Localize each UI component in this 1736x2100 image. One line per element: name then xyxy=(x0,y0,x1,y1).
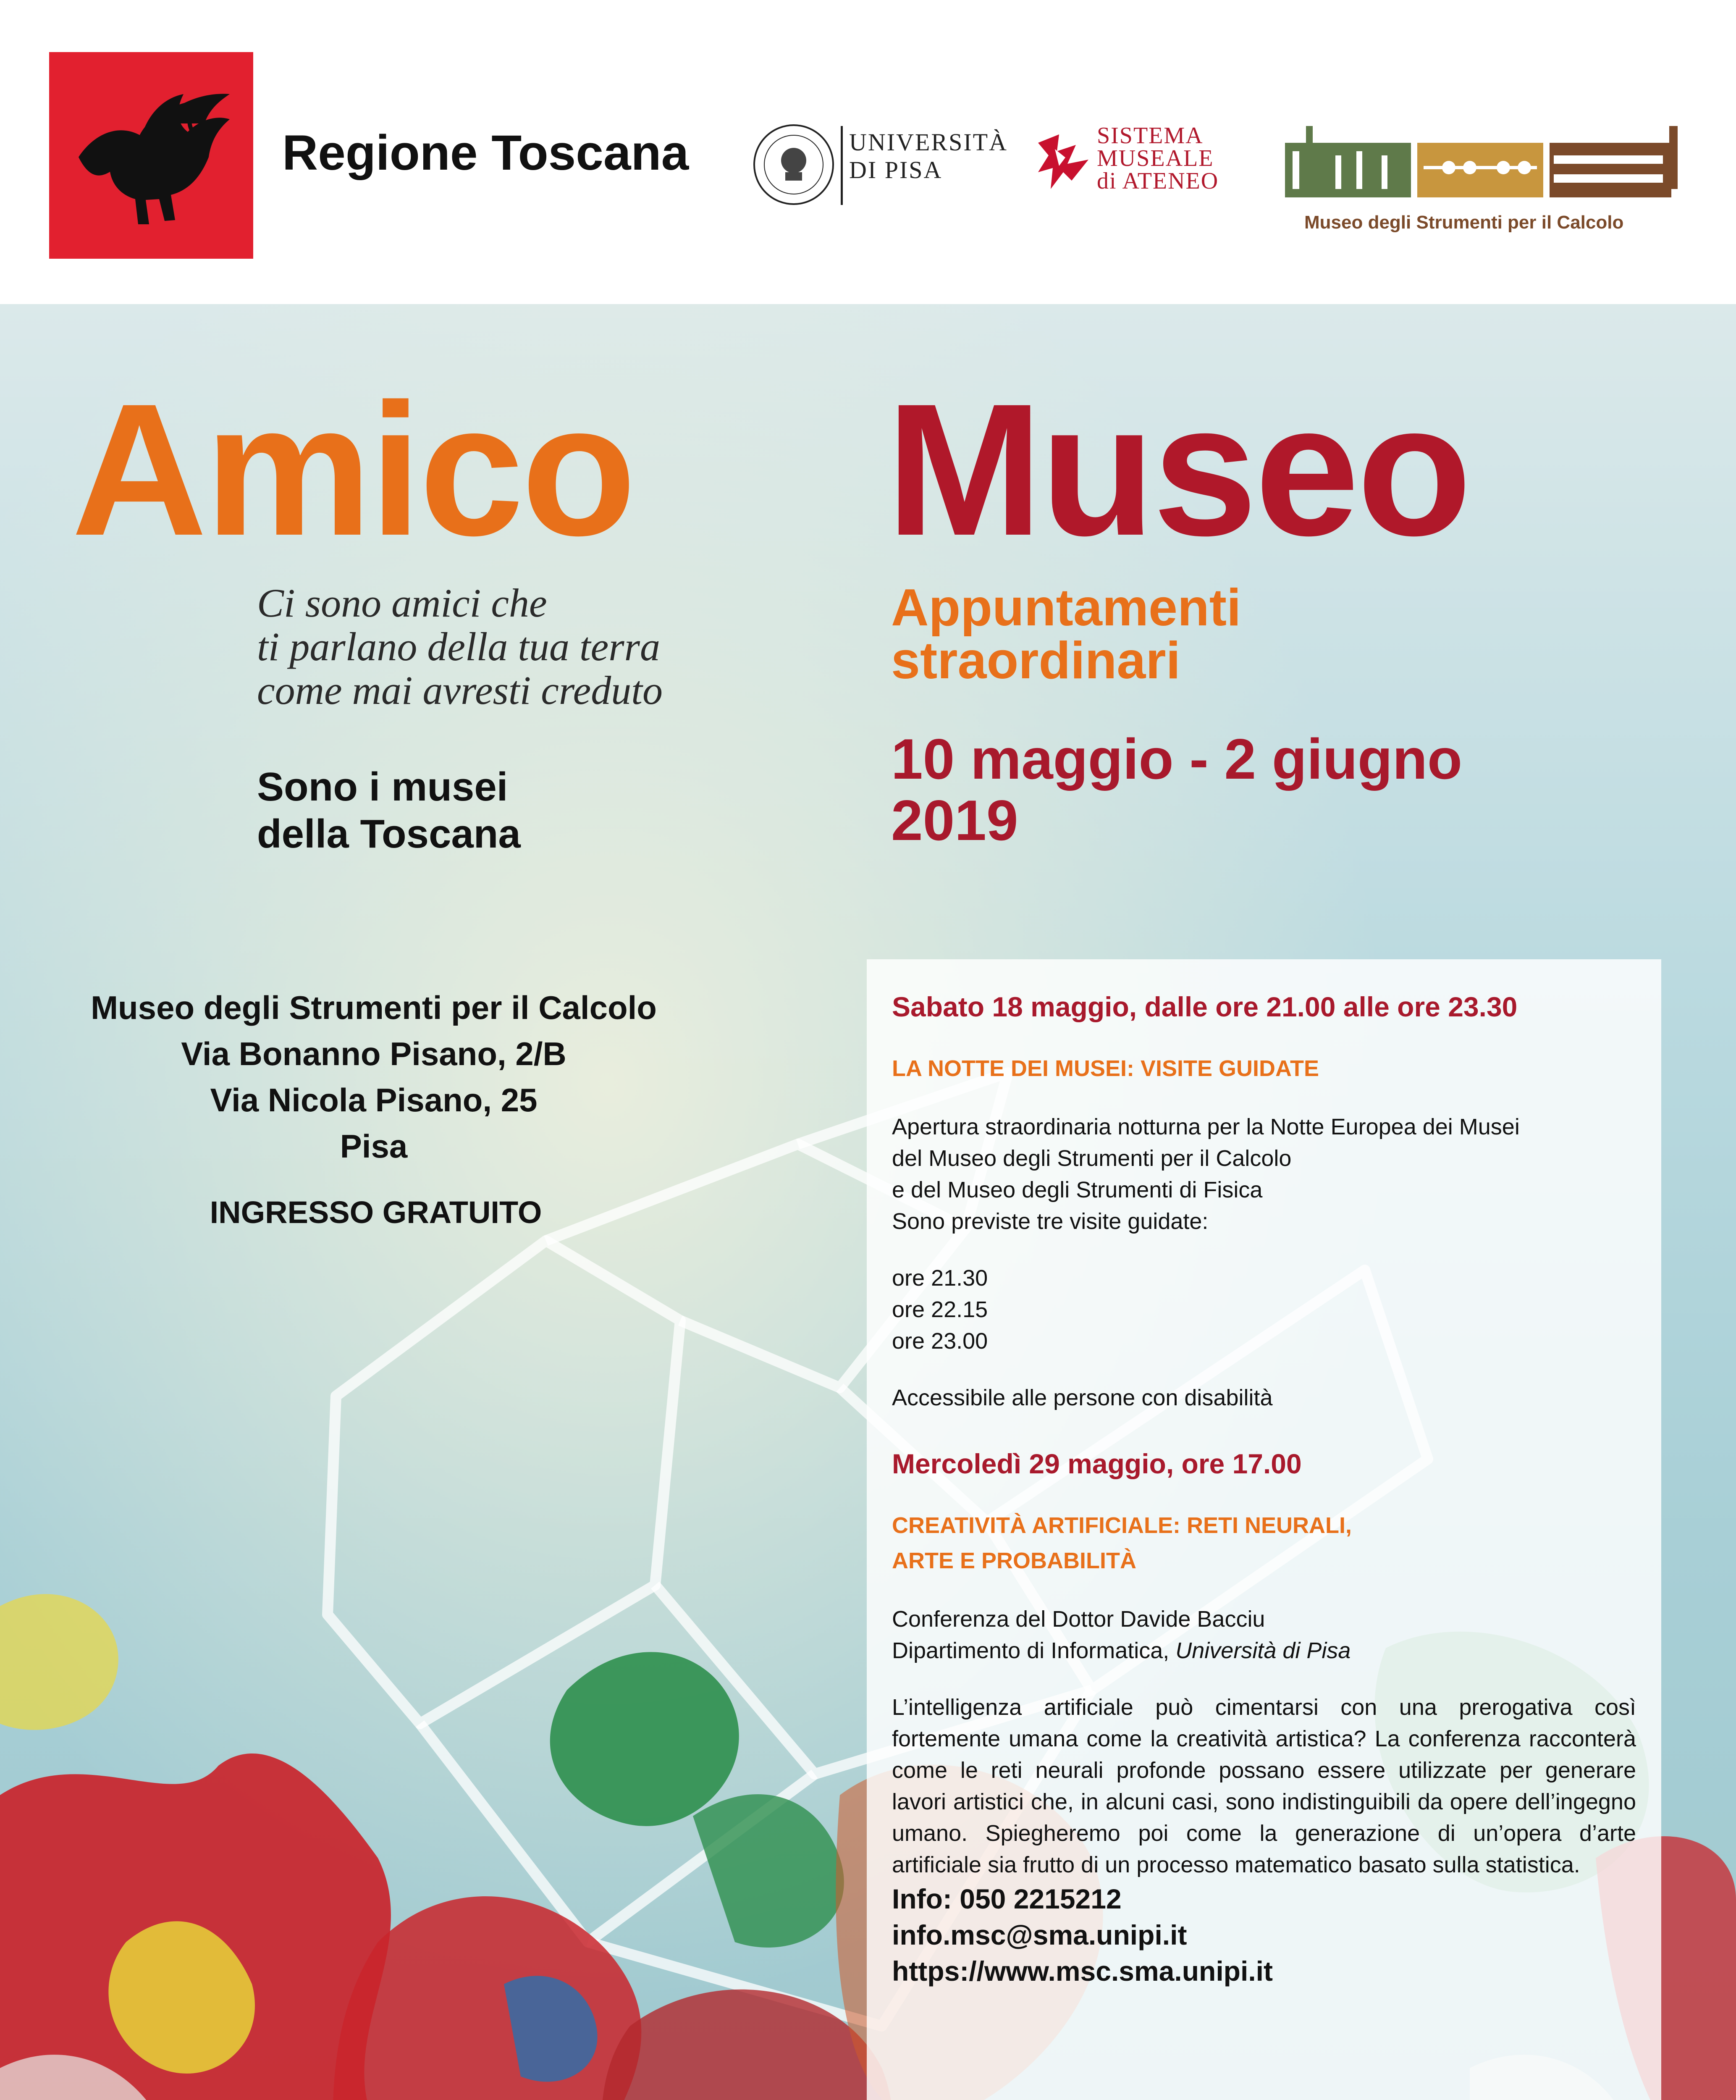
info-email[interactable]: info.msc@sma.unipi.it xyxy=(892,1919,1187,1950)
event-2-date: Mercoledì 29 maggio, ore 17.00 xyxy=(892,1448,1302,1479)
address-city: Pisa xyxy=(340,1128,408,1165)
address-line: Via Nicola Pisano, 25 xyxy=(210,1082,538,1118)
events-panel xyxy=(867,959,1661,2100)
sistema-museale-mark-icon xyxy=(1034,126,1093,193)
poster-subtitle: Appuntamenti straordinari xyxy=(891,579,1241,690)
museum-logo-icon xyxy=(1285,126,1678,197)
event-2-speaker: Conferenza del Dottor Davide Bacciu Dipartimento di Informatica, Università di Pisa xyxy=(892,1606,1351,1663)
free-entry-label: INGRESSO GRATUITO xyxy=(210,1195,542,1230)
event-2-abstract: L’intelligenza artificiale può cimentarsi con una prerogativa così fortemente umana come la creatività artistica? La conferenza racconterà come le reti neurali profonde possano essere utilizzate per generare lavori artistici che, in alcuni casi, sono indistinguibili da opere dell’ingegno umano. Spiegheremo poi come la generazione di un’opera d’arte artificiale sia frutto di un processo matematico basato sulla statistica. xyxy=(892,1695,1636,1877)
tagline-line: ti parlano della tua terra xyxy=(257,624,660,669)
event-1-accessibility-note: Accessibile alle persone con disabilità xyxy=(892,1385,1273,1410)
info-website[interactable]: https://www.msc.sma.unipi.it xyxy=(892,1956,1273,1987)
tour-time: ore 23.00 xyxy=(892,1328,988,1354)
regione-toscana-logo xyxy=(49,52,253,259)
title-museo: Museo xyxy=(886,364,1469,575)
event-1-times xyxy=(892,1263,1636,1357)
university-name: UNIVERSITÀ DI PISA xyxy=(849,129,1008,184)
sistema-museale-name: SISTEMA MUSEALE di ATENEO xyxy=(1097,123,1219,194)
tour-time: ore 21.30 xyxy=(892,1265,988,1291)
event-1-date: Sabato 18 maggio, dalle ore 21.00 alle ore 23.30 xyxy=(892,991,1518,1022)
event-dates: 10 maggio - 2 giugno 2019 xyxy=(891,727,1463,852)
event-2-title: CREATIVITÀ ARTIFICIALE: RETI NEURALI, ARTE E PROBABILITÀ xyxy=(892,1513,1352,1573)
info-phone: Info: 050 2215212 xyxy=(892,1883,1122,1914)
header xyxy=(0,0,1736,304)
tagline-line: Ci sono amici che xyxy=(257,580,547,625)
poster-main xyxy=(0,304,1736,2100)
university-seal-icon xyxy=(752,123,836,207)
tour-time: ore 22.15 xyxy=(892,1297,988,1322)
address-museum-name: Museo degli Strumenti per il Calcolo xyxy=(91,989,657,1026)
region-name: Regione Toscana xyxy=(282,125,689,181)
event-1-description: Apertura straordinaria notturna per la Notte Europea dei Musei del Museo degli Strumenti per il Calcolo e del Museo degli Strumenti di Fisica Sono previste tre visite guidate: xyxy=(892,1114,1520,1234)
museum-address xyxy=(0,984,747,1169)
poster-tagline-secondary: Sono i musei della Toscana xyxy=(257,764,521,856)
tagline-line: come mai avresti creduto xyxy=(257,668,663,713)
title-amico: Amico xyxy=(71,364,634,575)
museum-logo-caption: Museo degli Strumenti per il Calcolo xyxy=(1304,212,1624,233)
university-logo-divider xyxy=(841,126,843,205)
poster-tagline xyxy=(257,581,663,712)
address-line: Via Bonanno Pisano, 2/B xyxy=(181,1035,566,1072)
pegasus-icon xyxy=(49,52,253,259)
event-1-title: LA NOTTE DEI MUSEI: VISITE GUIDATE xyxy=(892,1056,1319,1081)
